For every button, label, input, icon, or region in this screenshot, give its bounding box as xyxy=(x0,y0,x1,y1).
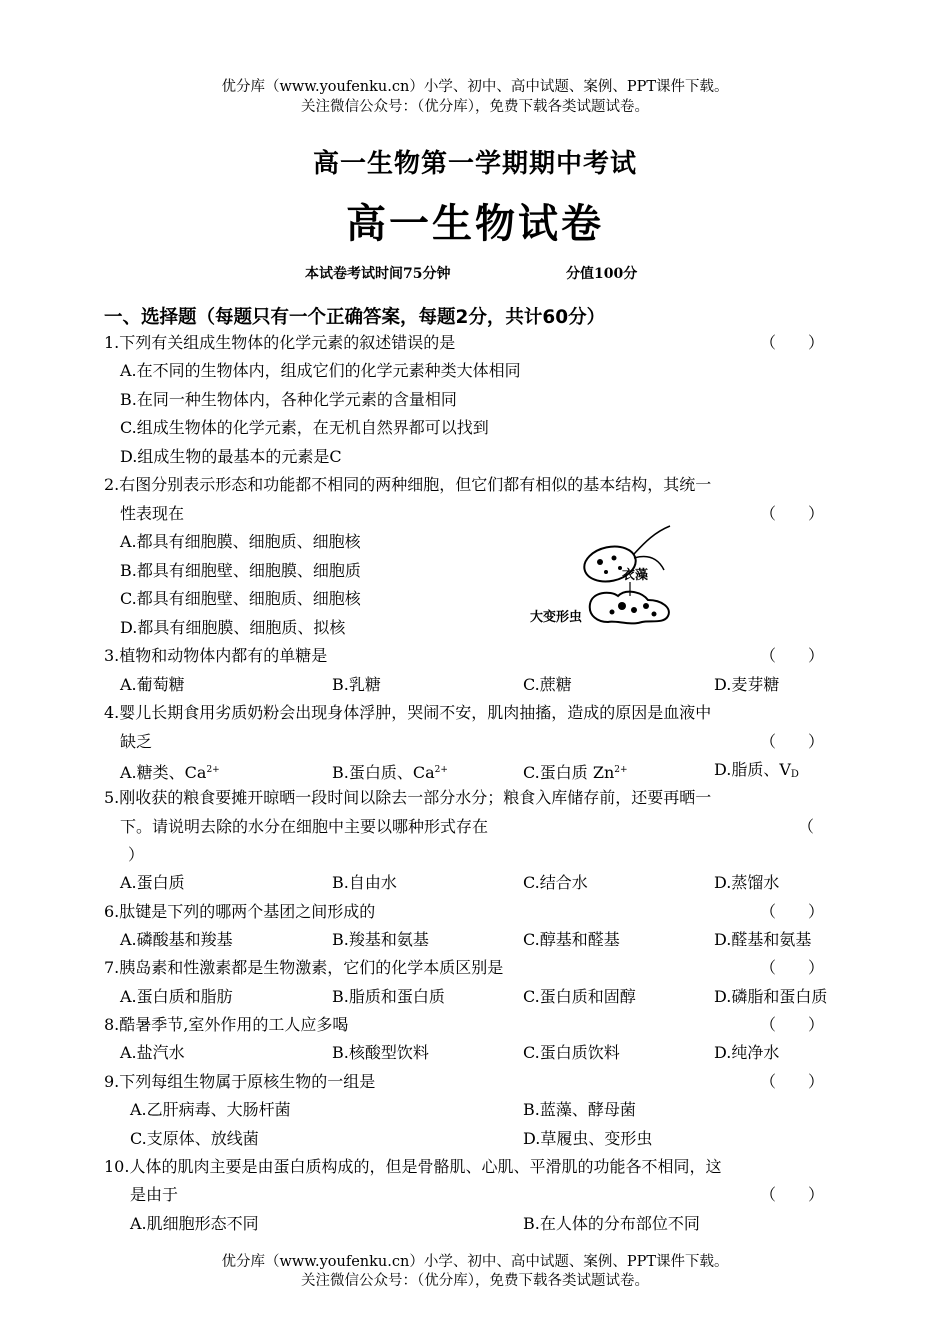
q5-option-a: A.蛋白质 xyxy=(120,873,185,892)
q6-option-d: D.醛基和氨基 xyxy=(714,930,812,949)
section-heading: 一、选择题（每题只有一个正确答案，每题2分，共计60分） xyxy=(104,307,606,328)
q3-option-b: B.乳糖 xyxy=(332,675,381,694)
q4-option-c xyxy=(523,759,628,784)
q5-option-b: B.自由水 xyxy=(332,873,397,892)
q8-option-a: A.盐汽水 xyxy=(120,1043,185,1062)
header-line-1: 优分库（www.youfenku.cn）小学、初中、高中试题、案例、PPT课件下载。 xyxy=(221,79,729,95)
q1-stem: 1.下列有关组成生物体的化学元素的叙述错误的是 xyxy=(104,333,456,352)
q2-option-c: C.都具有细胞壁、细胞质、细胞核 xyxy=(120,589,361,608)
q3-option-d: D.麦芽糖 xyxy=(714,675,780,694)
q10-option-a: A.肌细胞形态不同 xyxy=(130,1214,259,1233)
q4-option-d-sub: D xyxy=(790,769,799,780)
q4-option-c-sup: 2+ xyxy=(614,765,628,775)
q10-stem: 10.人体的肌肉主要是由蛋白质构成的，但是骨骼肌、心肌、平滑肌的功能各不相同，这 xyxy=(104,1157,722,1176)
q9-option-b: B.蓝藻、酵母菌 xyxy=(523,1100,636,1119)
q2-option-a: A.都具有细胞膜、细胞质、细胞核 xyxy=(120,532,361,551)
q4-option-d-text: D.脂质、V xyxy=(714,760,791,779)
q4-option-c-text: C.蛋白质 Zn xyxy=(523,763,615,782)
q3-option-a: A.葡萄糖 xyxy=(120,675,185,694)
paper-title: 高一生物试卷 xyxy=(346,200,604,247)
q1-option-c: C.组成生物体的化学元素，在无机自然界都可以找到 xyxy=(120,418,489,437)
q10-option-b: B.在人体的分布部位不同 xyxy=(523,1214,700,1233)
q10-answer-blank: （ ） xyxy=(760,1185,825,1204)
q4-answer-blank: （ ） xyxy=(760,732,825,751)
q7-option-a: A.蛋白质和脂肪 xyxy=(120,987,233,1006)
header-line-2: 关注微信公众号：（优分库），免费下载各类试题试卷。 xyxy=(301,99,649,115)
q9-stem: 9.下列每组生物属于原核生物的一组是 xyxy=(104,1072,376,1091)
q7-option-d: D.磷脂和蛋白质 xyxy=(714,987,828,1006)
q5-option-d: D.蒸馏水 xyxy=(714,873,780,892)
q5-stem-cont: 下。请说明去除的水分在细胞中主要以哪种形式存在 xyxy=(120,817,489,836)
q9-option-d: D.草履虫、变形虫 xyxy=(523,1129,653,1148)
q8-answer-blank: （ ） xyxy=(760,1015,825,1034)
q6-answer-blank: （ ） xyxy=(760,902,825,921)
q10-stem-cont: 是由于 xyxy=(130,1185,179,1204)
q3-answer-blank: （ ） xyxy=(760,646,825,665)
exam-time: 本试卷考试时间75分钟 xyxy=(305,266,451,282)
q4-option-b-sup: 2+ xyxy=(434,765,448,775)
q4-option-a-sup: 2+ xyxy=(206,765,220,775)
q9-option-a: A.乙肝病毒、大肠杆菌 xyxy=(130,1100,291,1119)
q6-option-c: C.醇基和醛基 xyxy=(523,930,620,949)
q1-option-a: A.在不同的生物体内，组成它们的化学元素种类大体相同 xyxy=(120,361,521,380)
q4-option-b-text: B.蛋白质、Ca xyxy=(332,763,435,782)
q5-paren-close: ） xyxy=(128,845,145,864)
q8-option-c: C.蛋白质饮料 xyxy=(523,1043,620,1062)
q4-option-a xyxy=(120,759,220,784)
q5-stem: 5.刚收获的粮食要摊开晾晒一段时间以除去一部分水分；粮食入库储存前，还要再晒一 xyxy=(104,788,712,807)
q7-stem: 7.胰岛素和性激素都是生物激素，它们的化学本质区别是 xyxy=(104,958,504,977)
q6-option-a: A.磷酸基和羧基 xyxy=(120,930,233,949)
q7-answer-blank: （ ） xyxy=(760,958,825,977)
q5-option-c: C.结合水 xyxy=(523,873,588,892)
q3-stem: 3.植物和动物体内都有的单糖是 xyxy=(104,646,328,665)
q4-option-b xyxy=(332,759,448,784)
q2-option-b: B.都具有细胞壁、细胞膜、细胞质 xyxy=(120,561,361,580)
q7-option-b: B.脂质和蛋白质 xyxy=(332,987,445,1006)
q9-answer-blank: （ ） xyxy=(760,1072,825,1091)
q6-stem: 6.肽键是下列的哪两个基团之间形成的 xyxy=(104,902,376,921)
q1-option-b: B.在同一种生物体内，各种化学元素的含量相同 xyxy=(120,390,457,409)
q3-option-c: C.蔗糖 xyxy=(523,675,572,694)
q4-option-d xyxy=(714,759,799,786)
label-chlamydomonas: 衣藻 xyxy=(622,568,649,583)
q6-option-b: B.羧基和氨基 xyxy=(332,930,429,949)
q4-stem-cont: 缺乏 xyxy=(120,732,153,751)
exam-score: 分值100分 xyxy=(566,266,638,282)
q9-option-c: C.支原体、放线菌 xyxy=(130,1129,259,1148)
cell-figure xyxy=(530,522,680,632)
footer-line-1: 优分库（www.youfenku.cn）小学、初中、高中试题、案例、PPT课件下载。 xyxy=(221,1254,729,1270)
q2-answer-blank: （ ） xyxy=(760,504,825,523)
q8-option-b: B.核酸型饮料 xyxy=(332,1043,429,1062)
q7-option-c: C.蛋白质和固醇 xyxy=(523,987,636,1006)
footer-line-2: 关注微信公众号：（优分库），免费下载各类试题试卷。 xyxy=(301,1273,649,1289)
q1-answer-blank: （ ） xyxy=(760,333,825,352)
q2-option-d: D.都具有细胞膜、细胞质、拟核 xyxy=(120,618,346,637)
label-amoeba: 大变形虫 xyxy=(530,610,583,625)
q8-stem: 8.酷暑季节,室外作用的工人应多喝 xyxy=(104,1015,349,1034)
q4-stem: 4.婴儿长期食用劣质奶粉会出现身体浮肿，哭闹不安，肌肉抽搐，造成的原因是血液中 xyxy=(104,703,712,722)
q1-option-d: D.组成生物的最基本的元素是C xyxy=(120,447,342,466)
q5-paren-open: （ xyxy=(798,817,815,836)
q2-stem: 2.右图分别表示形态和功能都不相同的两种细胞，但它们都有相似的基本结构，其统一 xyxy=(104,475,712,494)
exam-title: 高一生物第一学期期中考试 xyxy=(312,149,637,179)
q4-option-a-text: A.糖类、Ca xyxy=(120,763,207,782)
q2-stem-cont: 性表现在 xyxy=(120,504,185,523)
q8-option-d: D.纯净水 xyxy=(714,1043,780,1062)
